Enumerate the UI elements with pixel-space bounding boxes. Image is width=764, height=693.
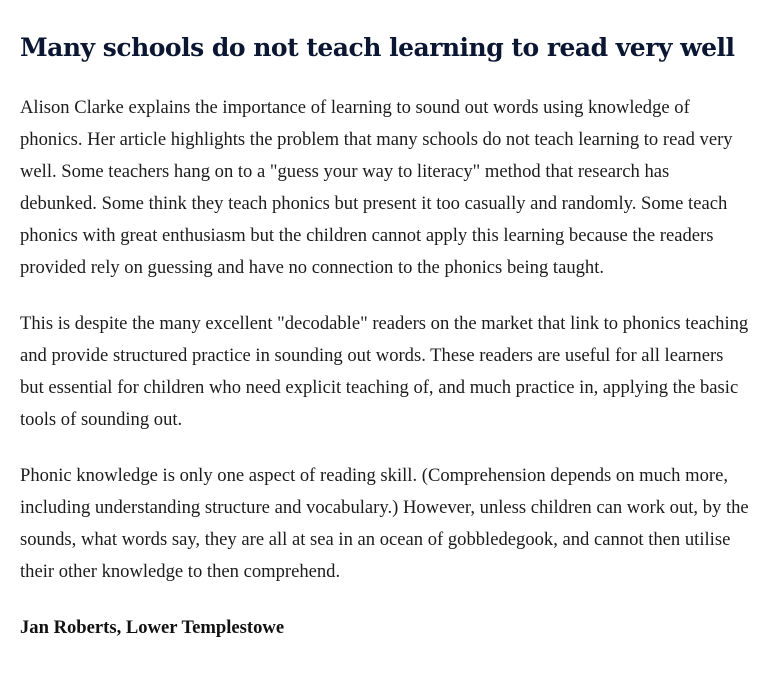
letter-paragraph-1: Alison Clarke explains the importance of learning to sound out words using knowledge of phonics. Her article highlights the problem that many schools do not teach learning to read very well. Some teachers hang on to a "guess your way to literacy" method that research has debunked. Some think they teach phonics but present it too casually and randomly. Some teach phonics with great enthusiasm but the children cannot apply this learning because the readers provided rely on guessing and have no connection to the phonics being taught. xyxy=(20,97,733,278)
letter-article xyxy=(20,28,750,644)
letter-paragraph-2: This is despite the many excellent "decodable" readers on the market that link to phonics teaching and provide structured practice in sounding out words. These readers are useful for all learners but essential for children who need explicit teaching of, and much practice in, applying the basic tools of sounding out. xyxy=(20,313,749,430)
letter-signature: Jan Roberts, Lower Templestowe xyxy=(20,617,285,638)
letter-headline: Many schools do not teach learning to read very well xyxy=(20,33,735,62)
letter-paragraph-3: Phonic knowledge is only one aspect of reading skill. (Comprehension depends on much more, including understanding structure and vocabulary.) However, unless children can work out, by the sounds, what words say, they are all at sea in an ocean of gobbledegook, and cannot then utilise their other knowledge to then comprehend. xyxy=(20,465,749,582)
